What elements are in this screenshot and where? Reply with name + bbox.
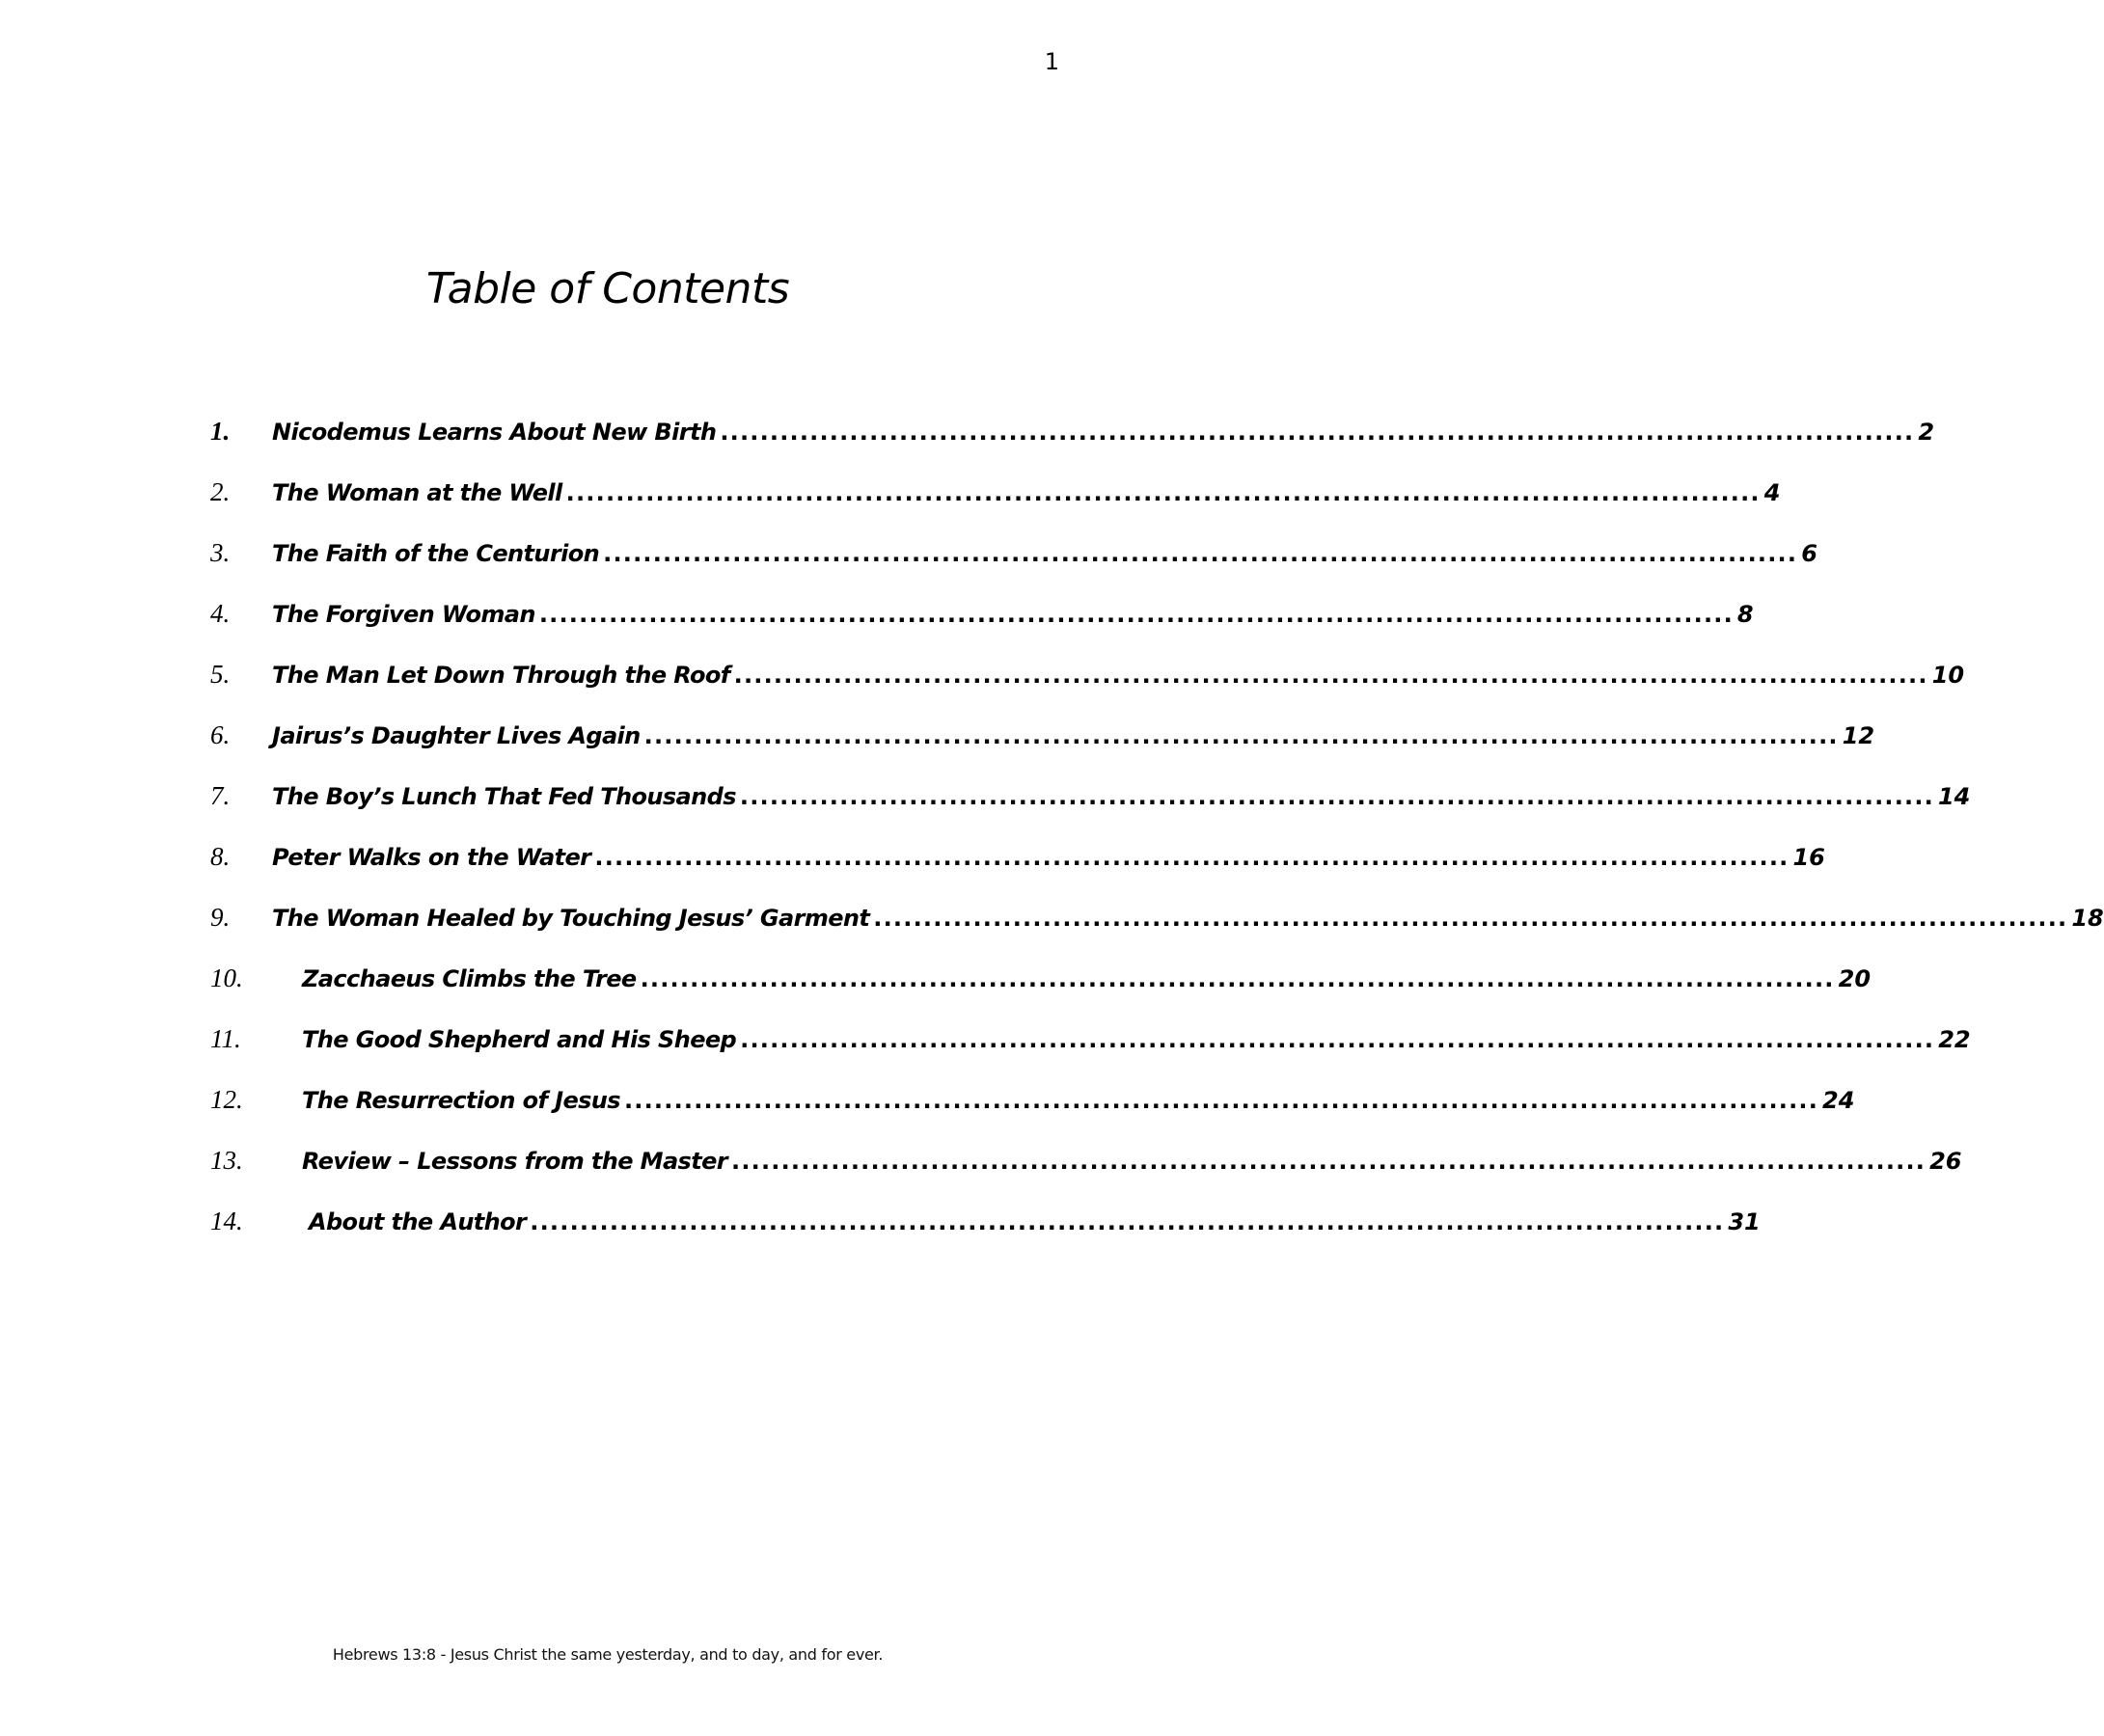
toc-entry-page: 16 [1792, 844, 1825, 871]
toc-entry[interactable] [210, 538, 1817, 599]
toc-entry-page: 6 [1801, 540, 1817, 567]
toc-dot-leader: ........................................................................................................................ [640, 965, 1835, 992]
toc-dot-leader: ........................................................................................................................ [739, 783, 1934, 810]
toc-entry-number: 14. [210, 1207, 243, 1235]
toc-entry[interactable] [210, 781, 1971, 842]
toc-entry[interactable] [210, 720, 1875, 781]
toc-entry[interactable] [210, 1024, 1971, 1085]
toc-entry-number: 4. [210, 599, 231, 628]
toc-entry-title: The Boy’s Lunch That Fed Thousands [272, 783, 736, 810]
toc-entry-number: 3. [210, 538, 231, 567]
toc-entry-number: 5. [210, 660, 231, 689]
toc-dot-leader: ........................................................................................................................ [731, 1148, 1926, 1175]
toc-entry-number: 9. [210, 903, 231, 932]
toc-entry-page: 14 [1937, 783, 1971, 810]
toc-entry-number: 6. [210, 720, 231, 749]
toc-entry-page: 22 [1938, 1026, 1971, 1053]
toc-entry[interactable] [210, 599, 1754, 660]
toc-entry-page: 4 [1763, 479, 1781, 506]
toc-entry-title: Jairus’s Daughter Lives Again [272, 722, 641, 749]
toc-entry-title: Nicodemus Learns About New Birth [272, 419, 717, 446]
toc-entry-title: The Faith of the Centurion [272, 540, 600, 567]
toc-entry[interactable] [210, 903, 2104, 963]
toc-entry-title: The Woman at the Well [272, 479, 562, 506]
toc-entry-page: 31 [1728, 1208, 1761, 1235]
toc-entry-page: 10 [1931, 662, 1965, 689]
toc-entry[interactable] [210, 842, 1825, 903]
toc-dot-leader: ........................................................................................................................ [733, 662, 1928, 689]
toc-dot-leader: ........................................................................................................................ [594, 844, 1790, 871]
toc-entry-title: The Man Let Down Through the Roof [272, 662, 730, 689]
toc-entry-title: Peter Walks on the Water [272, 844, 591, 871]
toc-list [210, 417, 2104, 1267]
toc-dot-leader: ........................................................................................................................ [603, 540, 1798, 567]
toc-dot-leader: ........................................................................................................................ [720, 419, 1915, 446]
toc-entry-number: 8. [210, 842, 231, 871]
toc-entry-page: 2 [1918, 419, 1935, 446]
toc-entry-title: Zacchaeus Climbs the Tree [302, 965, 637, 992]
toc-entry[interactable] [210, 1207, 1761, 1267]
toc-entry-number: 2. [210, 477, 231, 506]
toc-entry-number: 12. [210, 1085, 243, 1114]
toc-entry-number: 10. [210, 963, 243, 992]
toc-entry[interactable] [210, 660, 1965, 720]
toc-dot-leader: ........................................................................................................................ [623, 1087, 1819, 1114]
toc-entry-page: 18 [2071, 905, 2104, 932]
toc-entry-page: 24 [1822, 1087, 1855, 1114]
toc-dot-leader: ........................................................................................................................ [530, 1208, 1725, 1235]
toc-entry-title: The Good Shepherd and His Sheep [302, 1026, 737, 1053]
toc-dot-leader: ........................................................................................................................ [643, 722, 1839, 749]
toc-dot-leader: ........................................................................................................................ [740, 1026, 1935, 1053]
page-number: 1 [1044, 48, 1059, 75]
footer-verse: Hebrews 13:8 - Jesus Christ the same yesterday, and to day, and for ever. [332, 1645, 884, 1664]
toc-dot-leader: ........................................................................................................................ [873, 905, 2068, 932]
toc-entry[interactable] [210, 963, 1872, 1024]
toc-entry-number: 1. [210, 417, 231, 446]
toc-entry[interactable] [210, 1146, 1962, 1207]
toc-entry[interactable] [210, 477, 1781, 538]
toc-entry[interactable] [210, 1085, 1855, 1146]
toc-entry-title: The Woman Healed by Touching Jesus’ Garment [272, 905, 870, 932]
toc-entry-page: 20 [1838, 965, 1872, 992]
toc-entry-page: 26 [1929, 1148, 1962, 1175]
toc-dot-leader: ........................................................................................................................ [538, 601, 1734, 628]
toc-entry-number: 7. [210, 781, 231, 810]
toc-entry-title: The Forgiven Woman [272, 601, 535, 628]
toc-entry[interactable] [210, 417, 1935, 477]
toc-entry-title: The Resurrection of Jesus [302, 1087, 620, 1114]
toc-entry-number: 11. [210, 1024, 241, 1053]
page-title: Table of Contents [425, 264, 790, 313]
toc-entry-page: 12 [1842, 722, 1875, 749]
toc-dot-leader: ........................................................................................................................ [565, 479, 1761, 506]
toc-entry-page: 8 [1736, 601, 1754, 628]
toc-entry-title: Review – Lessons from the Master [302, 1148, 728, 1175]
toc-entry-title: About the Author [309, 1208, 527, 1235]
toc-entry-number: 13. [210, 1146, 243, 1175]
